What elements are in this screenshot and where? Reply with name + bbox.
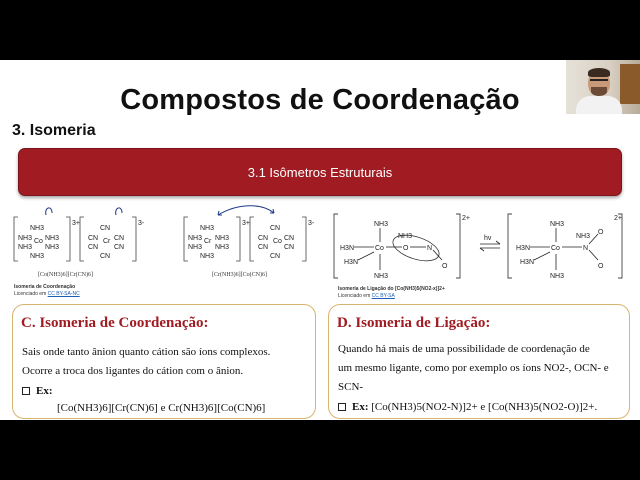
figure-formula: [Cr(NH3)6][Co(CN)6] — [212, 272, 267, 278]
caption-license-prefix: Licenciado em — [338, 293, 371, 299]
metal-center: Co — [375, 245, 384, 252]
coordination-isomerism-box — [12, 304, 316, 419]
ligand-label: NH3 — [398, 233, 413, 240]
ligand-label: NH3 — [45, 244, 60, 251]
ligand-label: NH3 — [215, 235, 230, 242]
figure-linkage-isomer — [330, 208, 630, 288]
ligand-label: NH3 — [374, 221, 389, 228]
charge-label: 3+ — [72, 220, 80, 227]
nitro-oxygen: O — [442, 263, 448, 270]
subsection-banner — [18, 148, 622, 196]
nitro-oxygen: O — [403, 245, 409, 252]
nitro-oxygen: O — [598, 229, 604, 236]
metal-center: Co — [551, 245, 560, 252]
charge-label: 3- — [308, 220, 315, 227]
formula-b: [Co(NH3)5(NO2-O)]2+. — [488, 401, 598, 413]
exchange-arrow — [46, 208, 52, 215]
ligand-label: NH3 — [45, 235, 60, 242]
charge-label: 2+ — [462, 215, 470, 222]
letterbox-top — [0, 0, 640, 60]
ligand-label: CN — [284, 235, 295, 242]
ligand-label: NH3 — [18, 235, 33, 242]
figure-coordination-isomer-2 — [178, 203, 318, 283]
caption-license-prefix: Licenciado em — [14, 291, 47, 297]
ligand-label: CN — [100, 253, 111, 260]
metal-center: Cr — [103, 238, 111, 245]
ligand-label: CN — [88, 235, 99, 242]
presentation-slide — [0, 60, 640, 420]
example-label: Ex: — [36, 385, 53, 397]
ligand-label: NH3 — [550, 273, 565, 280]
figure-caption-left — [14, 284, 80, 297]
body-text: Sais onde tanto ânion quanto cátion são íons complexos. — [22, 346, 271, 358]
section-heading: 3. Isomeria — [12, 122, 96, 139]
ligand-label: CN — [258, 244, 269, 251]
body-text: um mesmo ligante, como por exemplo os íons NO2-, OCN- e — [338, 362, 609, 374]
ligand-label: NH3 — [18, 244, 33, 251]
linkage-isomerism-box — [328, 304, 630, 419]
charge-label: 2+ — [614, 215, 622, 222]
nitro-oxygen: O — [598, 263, 604, 270]
ligand-label: CN — [270, 253, 281, 260]
caption-title: Isomeria de Coordenação — [14, 284, 76, 290]
checkbox-bullet-icon — [22, 387, 30, 395]
ligand-label: H3N — [340, 245, 355, 252]
formula-a: [Co(NH3)6][Cr(CN)6] — [57, 402, 158, 414]
ligand-label: NH3 — [215, 244, 230, 251]
ligand-label: CN — [100, 225, 111, 232]
ligand-label: CN — [284, 244, 295, 251]
license-link[interactable]: CC BY-SA — [371, 293, 395, 299]
figure-caption-right — [338, 286, 445, 299]
nitro-nitrogen: N — [427, 245, 433, 252]
exchange-arrow — [218, 206, 274, 215]
example-label: Ex: — [352, 401, 369, 413]
example-row — [22, 385, 53, 397]
license-link[interactable]: CC BY-SA-NC — [47, 291, 80, 297]
ligand-label: NH3 — [576, 233, 591, 240]
ligand-label: H3N — [344, 259, 359, 266]
reaction-condition: hv — [484, 235, 492, 242]
formula-a: [Co(NH3)5(NO2-N)]2+ — [371, 401, 478, 413]
ligand-label: NH3 — [374, 273, 389, 280]
ligand-label: H3N — [516, 245, 531, 252]
nitro-nitrogen: N — [583, 245, 589, 252]
body-text: Ocorre a troca dos ligantes do cátion com o ânion. — [22, 365, 244, 377]
ligand-label: NH3 — [30, 225, 45, 232]
ligand-label: NH3 — [200, 225, 215, 232]
slide-title: Compostos de Coordenação — [120, 84, 520, 116]
metal-center: Co — [34, 238, 43, 245]
body-text: Quando há mais de uma possibilidade de coordenação de — [338, 343, 590, 355]
charge-label: 3- — [138, 220, 145, 227]
banner-label: 3.1 Isômetros Estruturais — [247, 165, 393, 180]
figure-formula: [Co(NH3)6][Cr(CN)6] — [38, 272, 93, 278]
letterbox-bottom — [0, 420, 640, 480]
exchange-arrow — [116, 208, 122, 215]
body-text: SCN- — [338, 381, 364, 393]
ligand-label: NH3 — [188, 235, 203, 242]
formula-connector: e — [160, 402, 166, 414]
caption-title: Isomeria de Ligação do [Co(NH3)5(NO2-x)]2+ — [338, 286, 445, 292]
box-heading: C. Isomeria de Coordenação: — [21, 315, 209, 331]
metal-center: Co — [273, 238, 282, 245]
example-row — [338, 401, 597, 413]
checkbox-bullet-icon — [338, 403, 346, 411]
ligand-label: NH3 — [30, 253, 45, 260]
ligand-label: NH3 — [200, 253, 215, 260]
ligand-label: CN — [270, 225, 281, 232]
example-formula — [57, 402, 265, 414]
charge-label: 3+ — [242, 220, 250, 227]
figure-coordination-isomer-1 — [8, 203, 148, 283]
box-heading: D. Isomeria de Ligação: — [337, 315, 491, 331]
formula-connector: e — [480, 401, 486, 413]
formula-b: Cr(NH3)6][Co(CN)6] — [168, 402, 266, 414]
ligand-label: NH3 — [188, 244, 203, 251]
ligand-label: NH3 — [550, 221, 565, 228]
ligand-label: CN — [114, 235, 125, 242]
metal-center: Cr — [204, 238, 212, 245]
ligand-label: CN — [258, 235, 269, 242]
ligand-label: H3N — [520, 259, 535, 266]
ligand-label: CN — [88, 244, 99, 251]
ligand-label: CN — [114, 244, 125, 251]
